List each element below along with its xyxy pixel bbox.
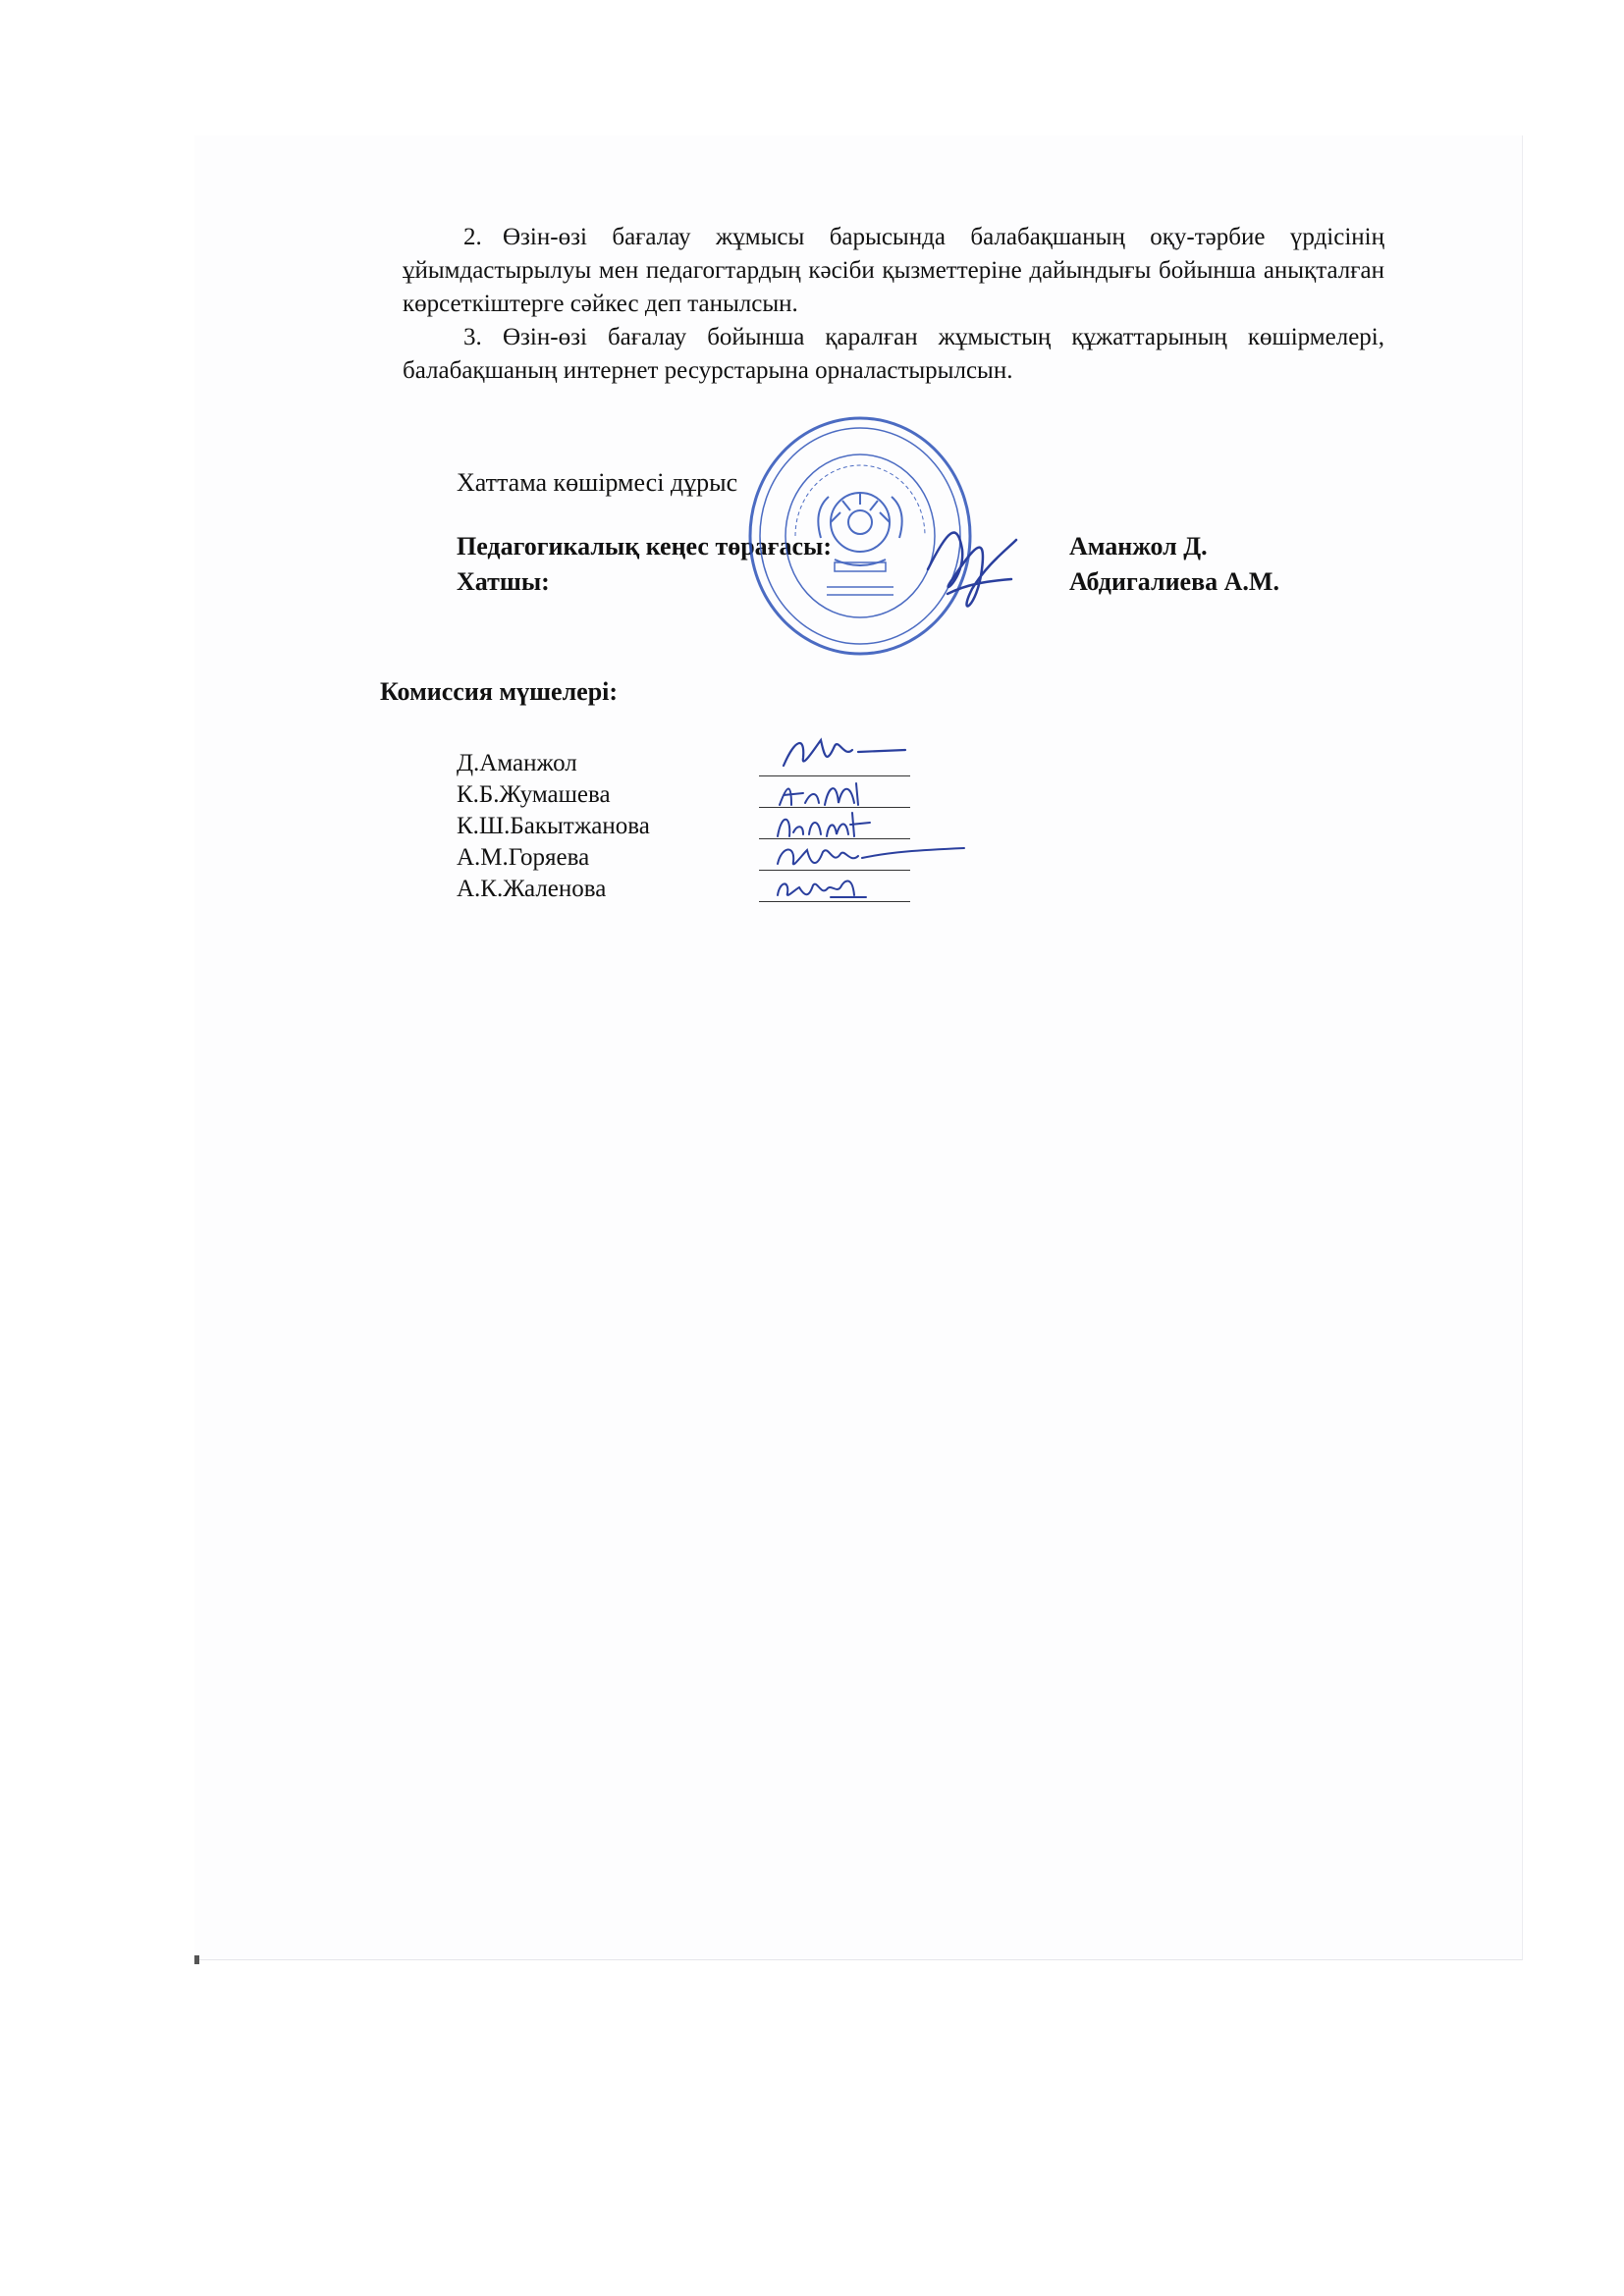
chair-signature-icon bbox=[918, 510, 1026, 628]
member-name: К.Б.Жумашева bbox=[457, 781, 611, 808]
scanned-page bbox=[194, 135, 1523, 1960]
scan-artifact bbox=[194, 1955, 199, 1964]
paragraph-text: Өзін-өзі бағалау жұмысы барысында балабақшаның оқу-тәрбие үрдісінің ұйымдастырылуы мен педагогтардың кәсіби қызметтеріне дайындығы бойынша анықталған көрсеткіштерге сәйкес деп танылсын. bbox=[403, 224, 1384, 317]
paragraph-3 bbox=[403, 321, 1384, 388]
paragraph-2 bbox=[403, 221, 1384, 321]
paragraph-number: 2. bbox=[463, 224, 482, 250]
secretary-label: Хатшы: bbox=[457, 567, 550, 596]
certification-note: Хаттама көшірмесі дұрыс bbox=[457, 468, 738, 497]
member-name: А.К.Жаленова bbox=[457, 876, 607, 902]
member-name: Д.Аманжол bbox=[457, 750, 577, 776]
secretary-name: Абдигалиева А.М. bbox=[1069, 567, 1279, 596]
member-signature-icon bbox=[776, 728, 913, 775]
chair-label: Педагогикалық кеңес төрағасы: bbox=[457, 532, 832, 561]
commission-title: Комиссия мүшелері: bbox=[380, 677, 619, 706]
chair-name: Аманжол Д. bbox=[1069, 532, 1208, 561]
paragraph-text: Өзін-өзі бағалау бойынша қаралған жұмыстың құжаттарының көшірмелері, балабақшаның интернет ресурстарына орналастырылсын. bbox=[403, 324, 1384, 384]
member-name: А.М.Горяева bbox=[457, 844, 590, 871]
paragraph-number: 3. bbox=[463, 324, 482, 350]
member-signature-icon bbox=[772, 868, 880, 907]
member-name: К.Ш.Бакытжанова bbox=[457, 813, 650, 839]
